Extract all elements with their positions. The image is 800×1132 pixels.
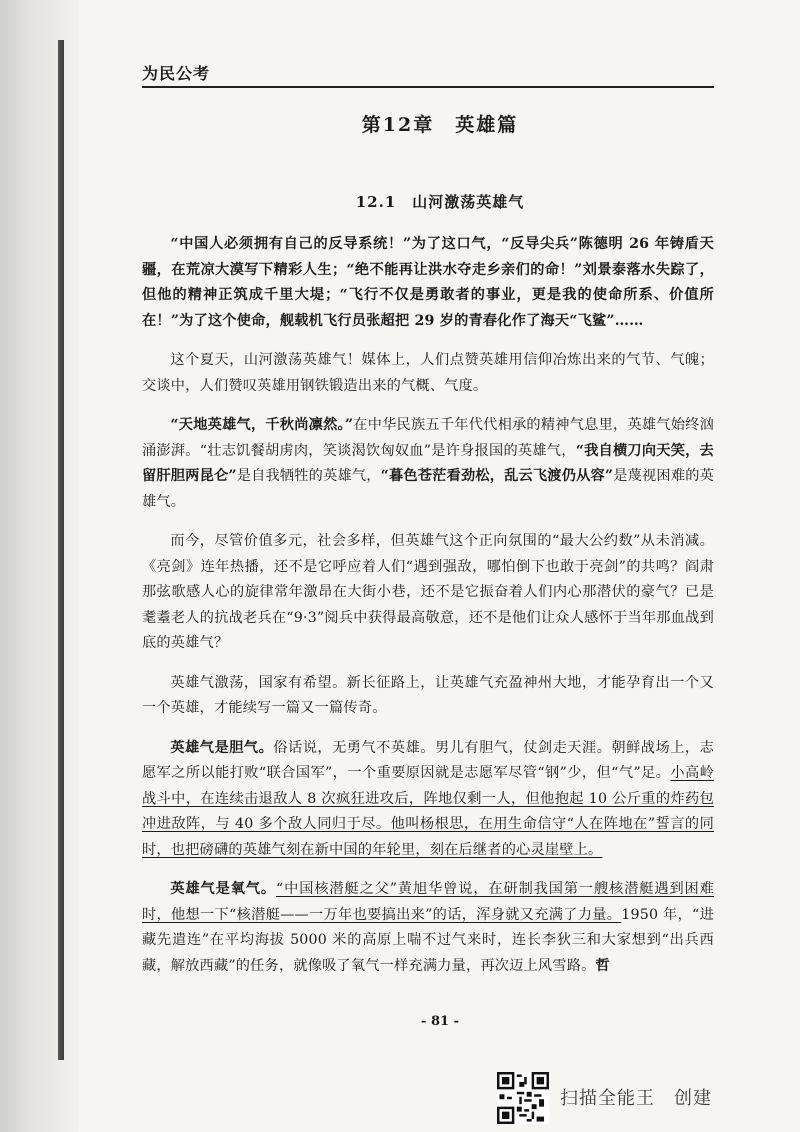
page-number: - 81 - — [421, 1014, 459, 1029]
underlined-text: “中国核潜艇之父”黄旭华曾说，在研制我国第一艘核潜艇遇到困难时，他想一下“核潜艇——一万年也要搞出来”的话，浑身就又充满了力量。 — [142, 881, 714, 923]
text-span: 哲 — [595, 957, 610, 974]
paragraph-1: “中国人必须拥有自己的反导系统！”为了这口气，“反导尖兵”陈德明 26 年铸盾天疆，在荒凉大漠写下精彩人生；“绝不能再让洪水夺走乡亲们的命！”刘景泰落水失踪了，但他的精神正筑成千里大堤；“飞行不仅是勇敢者的事业，更是我的使命所系、价值所在！”为了这个使命，舰载机飞行员张超把 29 岁的青春化作了海天“飞鲨”…… — [142, 236, 714, 329]
text-span: 是自我牺牲的英雄气， — [236, 468, 381, 484]
body-text — [142, 232, 714, 993]
lead-bold: 英雄气是胆气。 — [170, 739, 274, 756]
book-spine-shadow — [0, 0, 78, 1132]
text-span: 在中华民族五千年代代相承的精神气息里，英雄气始终汹涌澎湃。“壮志饥餐胡虏肉，笑谈渴饮匈奴血”是许身报国的英雄气， — [142, 417, 714, 459]
paragraph-2: 这个夏天，山河激荡英雄气！媒体上，人们点赞英雄用信仰冶炼出来的气节、气魄；交谈中，人们赞叹英雄用钢铁锻造出来的气概、气度。 — [142, 352, 714, 394]
scanner-watermark: 扫描全能王 创建 — [560, 1088, 712, 1109]
running-header: 为民公考 — [142, 64, 211, 83]
section-title: 12.1 山河激荡英雄气 — [355, 193, 525, 211]
chapter-title: 第12章 英雄篇 — [361, 114, 519, 136]
quote-bold: “天地英雄气，千秋尚凛然。” — [170, 417, 354, 433]
paragraph-7 — [142, 877, 714, 979]
book-page — [80, 0, 800, 1132]
paragraph-4: 而今，尽管价值多元，社会多样，但英雄气这个正向氛围的“最大公约数”从未消减。《亮剑》连年热播，还不是它呼应着人们“遇到强敌，哪怕倒下也敢于亮剑”的共鸣？阎肃那弦歌感人心的旋律常年激昂在大街小巷，还不是它振奋着人们内心那潜伏的豪气？已是耄耋老人的抗战老兵在“9·3”阅兵中获得最高敬意，还不是他们让众人感怀于当年那血战到底的英雄气？ — [142, 533, 714, 651]
quote-bold: “我自横刀向天笑，去留肝胆两昆仑” — [142, 442, 714, 484]
paragraph-3 — [142, 413, 714, 515]
paragraph-6 — [142, 736, 714, 864]
lead-bold: 英雄气是氧气。 — [170, 881, 276, 897]
quote-bold: “暮色苍茫看劲松，乱云飞渡仍从容” — [380, 468, 614, 484]
text-span: 1950 年，“进藏先遣连”在平均海拔 5000 米的高原上喘不过气来时，连长李狄三和大家想到“出兵西藏，解放西藏”的任务，就像吸了氧气一样充满力量，再次迈上风雪路。 — [142, 906, 714, 974]
underlined-text: 小高岭战斗中，在连续击退敌人 8 次疯狂进攻后，阵地仅剩一人，但他抱起 10 公斤重的炸药包冲进敌阵，与 40 多个敌人同归于尽。他叫杨根思，在用生命信守“人在阵地在”誓言的同时，也把磅礴的英雄气刻在新中国的年轮里，刻在后继者的心灵崖壁上。 — [142, 765, 714, 858]
text-span: 俗话说，无勇气不英雄。男儿有胆气，仗剑走天涯。朝鲜战场上，志愿军之所以能打败“联合国军”，一个重要原因就是志愿军尽管“钢”少，但“气”足。 — [142, 739, 714, 781]
text-span: 是蔑视困难的英雄气。 — [142, 468, 714, 510]
qr-code-icon — [497, 1072, 549, 1124]
paragraph-5: 英雄气激荡，国家有希望。新长征路上，让英雄气充盈神州大地，才能孕育出一个又一个英雄，才能续写一篇又一篇传奇。 — [142, 674, 714, 716]
header-rule — [142, 86, 714, 88]
book-spine-edge — [58, 40, 64, 1060]
